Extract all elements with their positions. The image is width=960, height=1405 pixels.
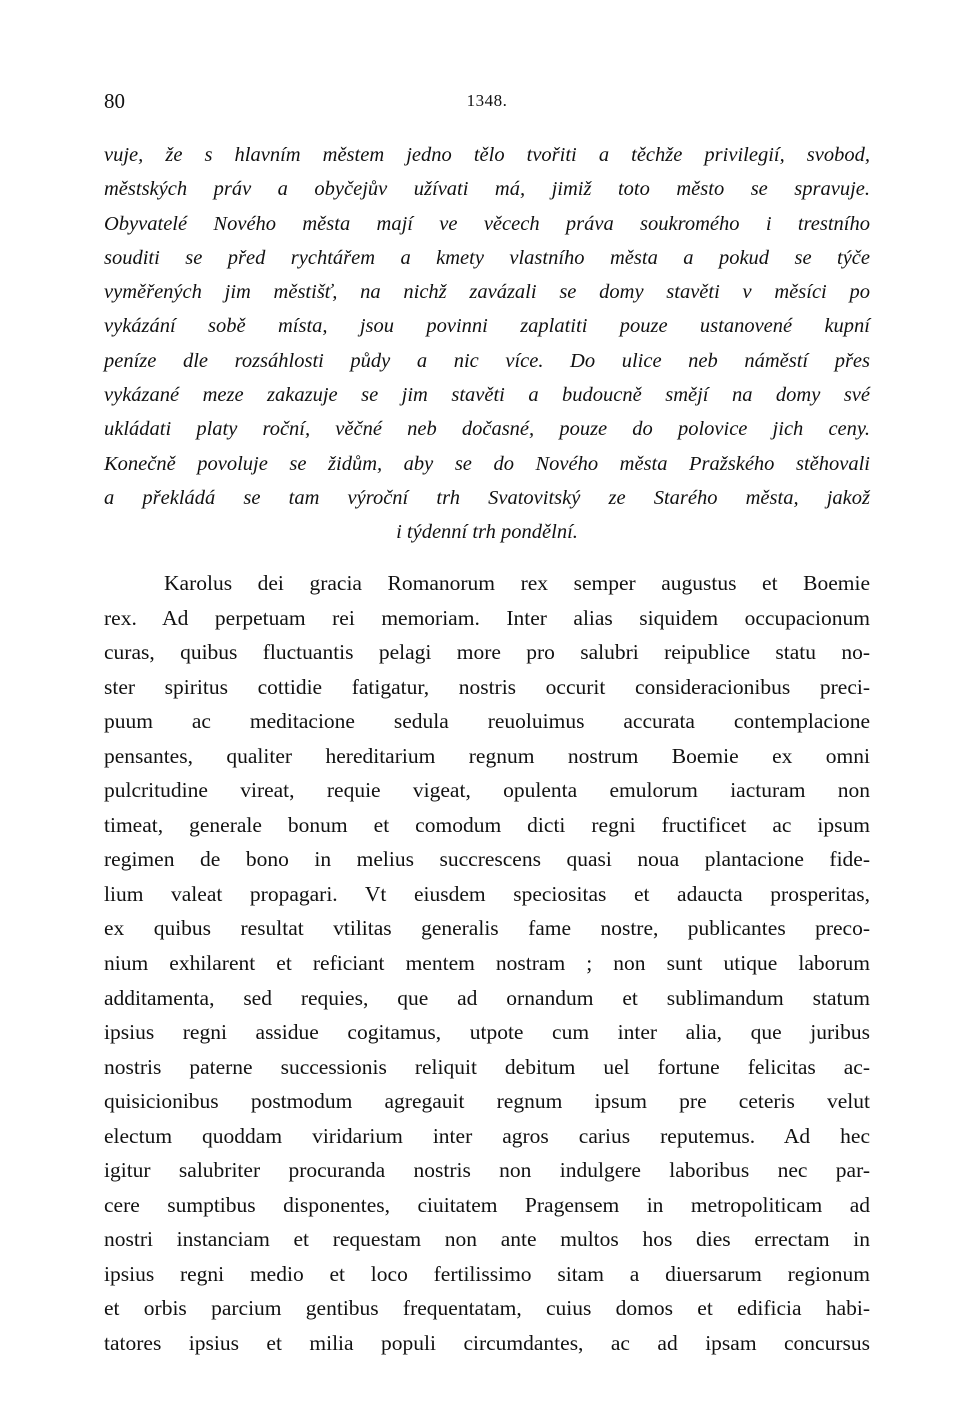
summary-line: i týdenní trh pondělní. <box>396 521 578 544</box>
charter-line: igitur salubriter procuranda nostris non indulgere laboribus nec par- <box>104 1158 870 1183</box>
running-title: 1348. <box>466 91 508 110</box>
summary-line: ukládati platy roční, věčné neb dočasné, pouze do polovice jich ceny. <box>104 418 870 441</box>
charter-line: timeat, generale bonum et comodum dicti regni fructificet ac ipsum <box>104 812 870 837</box>
charter-line: nostris paterne successionis reliquit debitum uel fortune felicitas ac- <box>104 1054 870 1079</box>
charter-line: Karolus dei gracia Romanorum rex semper augustus et Boemie <box>164 571 870 595</box>
charter-line: pulcritudine vireat, requie vigeat, opulenta emulorum iacturam non <box>104 778 870 803</box>
charter-line: pensantes, qualiter hereditarium regnum nostrum Boemie ex omni <box>104 743 870 768</box>
charter-line: additamenta, sed requies, que ad ornandum et sublimandum statum <box>104 985 870 1010</box>
summary-line: a překládá se tam výroční trh Svatovitský ze Starého města, jakož <box>104 486 870 509</box>
charter-line: quisicionibus postmodum agregauit regnum ipsum pre ceteris velut <box>104 1089 870 1114</box>
charter-line: puum ac meditacione sedula reuoluimus accurata contemplacione <box>104 709 870 734</box>
charter-line: lium valeat propagari. Vt eiusdem speciositas et adaucta prosperitas, <box>104 881 870 906</box>
charter-line: rex. Ad perpetuam rei memoriam. Inter alias siquidem occupacionum <box>104 605 870 630</box>
summary-line: souditi se před rychtářem a kmety vlastního města a pokud se týče <box>104 246 870 269</box>
summary-line: Obyvatelé Nového města mají ve věcech práva soukromého i trestního <box>104 212 870 235</box>
summary-line: Konečně povoluje se židům, aby se do Nového města Pražského stěhovali <box>104 452 870 475</box>
charter-line: ipsius regni assidue cogitamus, utpote cum inter alia, que juribus <box>104 1020 870 1045</box>
charter-line: nostri instanciam et requestam non ante multos hos dies errectam in <box>104 1227 870 1252</box>
charter-line: nium exhilarent et reficiant mentem nostram ; non sunt utique laborum <box>104 951 870 976</box>
charter-line: tatores ipsius et milia populi circumdantes, ac ad ipsam concursus <box>104 1331 870 1356</box>
czech-summary <box>104 138 870 550</box>
charter-line: curas, quibus fluctuantis pelagi more pro salubri reipublice statu no- <box>104 640 870 665</box>
summary-line: vuje, že s hlavním městem jedno tělo tvořiti a těchže privilegií, svobod, <box>104 144 870 166</box>
page-header <box>104 86 870 116</box>
summary-line: vyměřených jim městišť, na nichž zavázali se domy stavěti v měsíci po <box>104 281 870 304</box>
summary-line: městských práv a obyčejův užívati má, jimiž toto město se spravuje. <box>104 178 870 201</box>
charter-line: regimen de bono in melius succrescens quasi noua plantacione fide- <box>104 847 870 872</box>
charter-line: cere sumptibus disponentes, ciuitatem Pragensem in metropoliticam ad <box>104 1192 870 1217</box>
latin-charter-text <box>104 566 870 1361</box>
charter-line: ex quibus resultat vtilitas generalis fame nostre, publicantes preco- <box>104 916 870 941</box>
summary-line: vykázání sobě místa, jsou povinni zaplatiti pouze ustanovené kupní <box>104 315 870 338</box>
page-number: 80 <box>104 89 125 113</box>
summary-line: peníze dle rozsáhlosti půdy a nic více. Do ulice neb náměstí přes <box>104 349 870 372</box>
charter-line: et orbis parcium gentibus frequentatam, cuius domos et edificia habi- <box>104 1296 870 1321</box>
charter-line: ipsius regni medio et loco fertilissimo sitam a diuersarum regionum <box>104 1261 870 1286</box>
summary-line: vykázané meze zakazuje se jim stavěti a budoucně smějí na domy své <box>104 384 870 407</box>
charter-line: electum quoddam viridarium inter agros carius reputemus. Ad hec <box>104 1123 870 1148</box>
charter-line: ster spiritus cottidie fatigatur, nostris occurit consideracionibus preci- <box>104 674 870 699</box>
